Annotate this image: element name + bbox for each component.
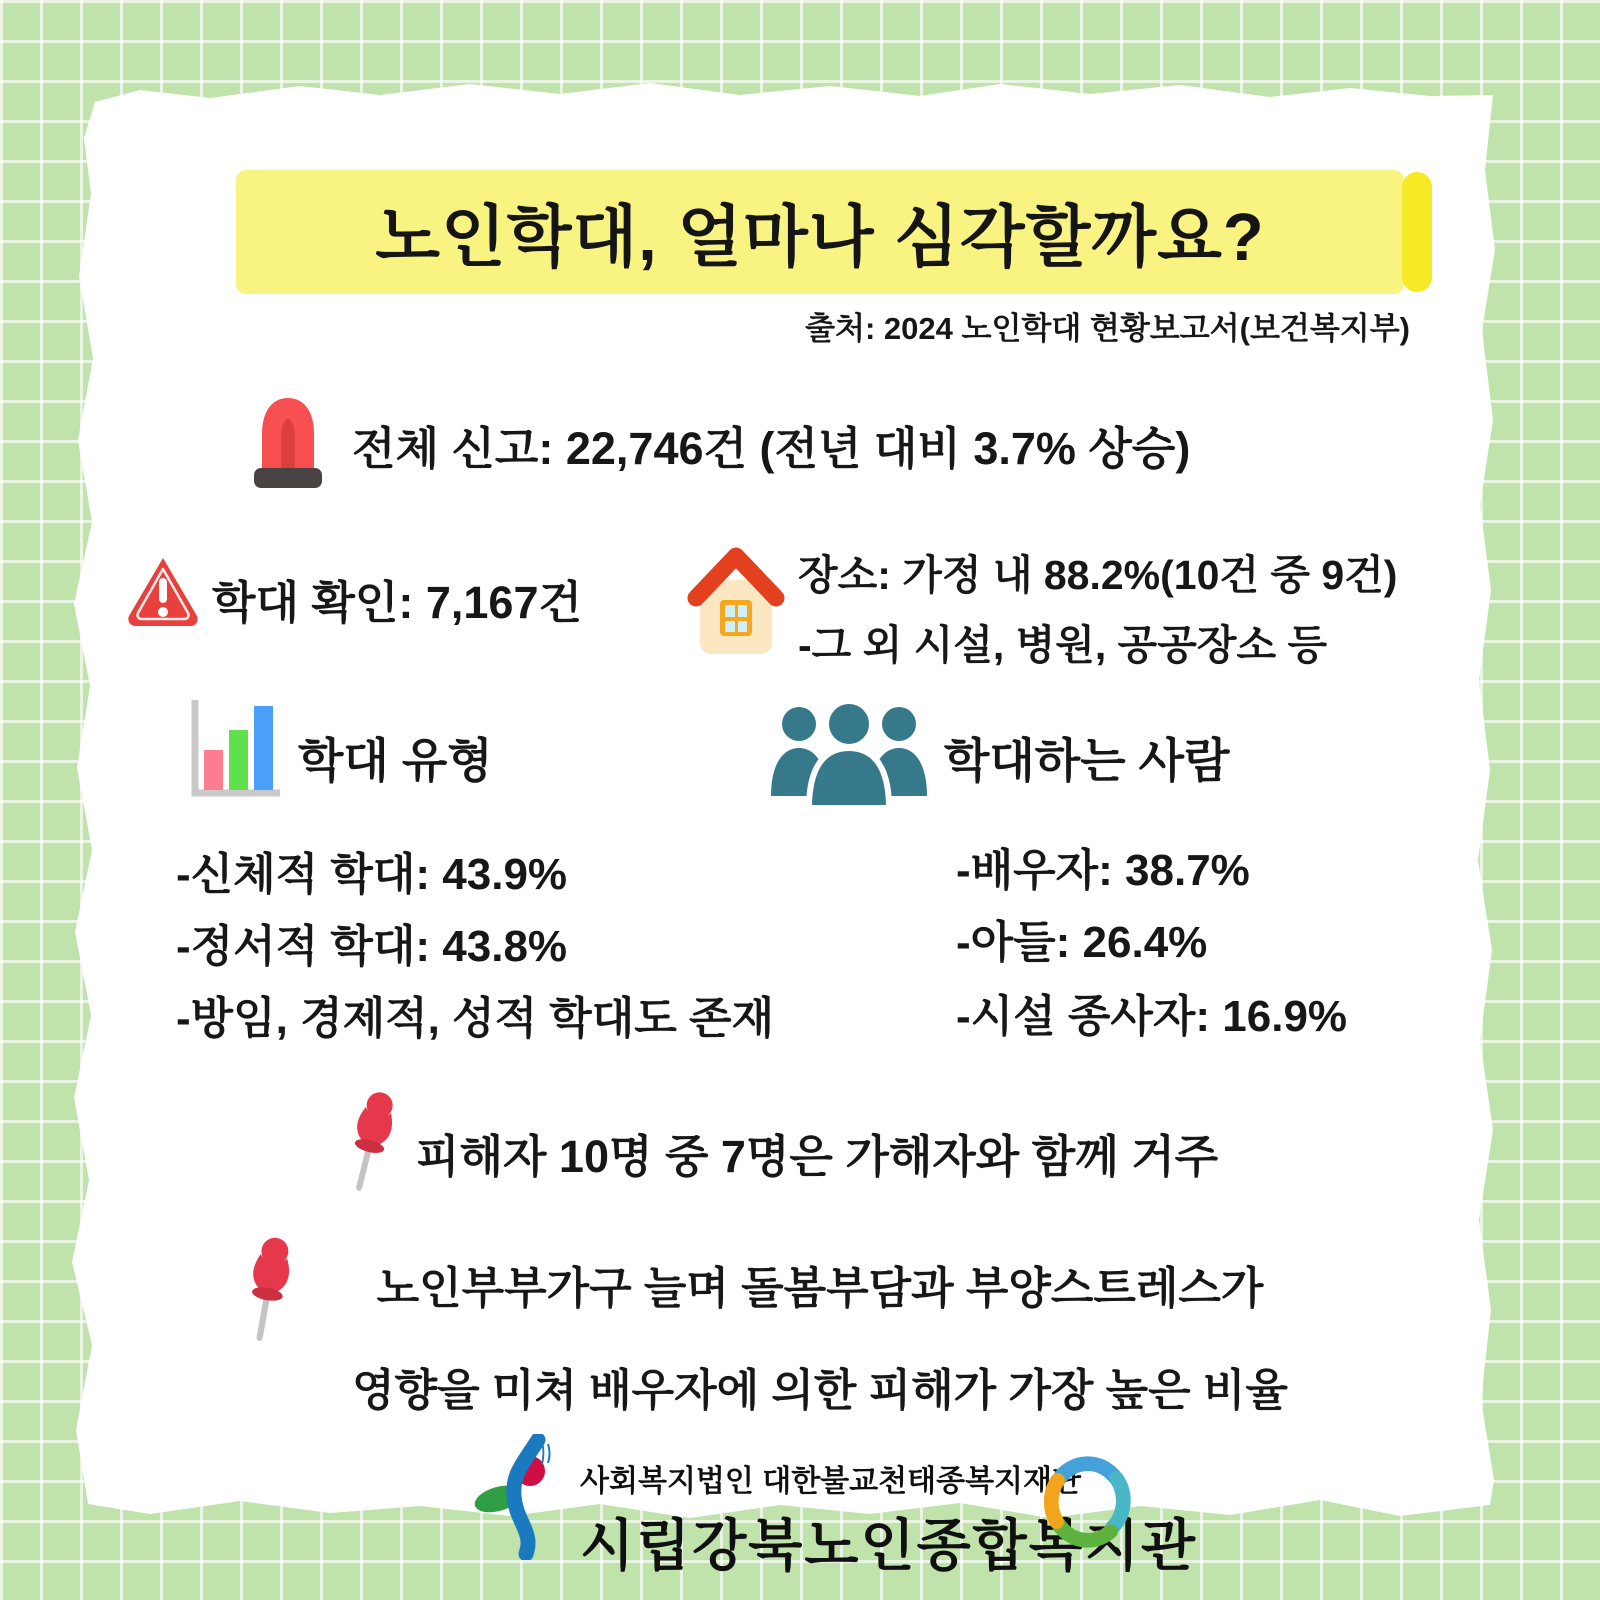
house-icon: [684, 532, 788, 660]
siren-icon: [248, 392, 328, 490]
page-title: 노인학대, 얼마나 심각할까요?: [375, 200, 1265, 275]
brush-figure-logo-icon: [472, 1434, 572, 1560]
note-cohabitation: 피해자 10명 중 7명은 가해자와 함께 거주: [416, 1131, 1219, 1182]
footer-org-large: 시립강북노인종합복지관: [580, 1514, 1198, 1577]
abuser-item: -시설 종사자: 16.9%: [956, 992, 1348, 1041]
abuse-type-item: -신체적 학대: 43.9%: [176, 850, 568, 899]
abuse-type-item: -정서적 학대: 43.8%: [176, 922, 568, 971]
abuse-types-heading: 학대 유형: [298, 734, 493, 787]
note-spouse-line1: 노인부부가구 늘며 돌봄부담과 부양스트레스가: [376, 1264, 1264, 1313]
confirmed-stat: 학대 확인: 7,167건: [212, 577, 582, 628]
source-caption: 출처: 2024 노인학대 현황보고서(보건복지부): [805, 311, 1410, 346]
location-stat-line1: 장소: 가정 내 88.2%(10건 중 9건): [798, 552, 1398, 598]
pushpin-icon: [338, 1088, 400, 1206]
abuser-item: -배우자: 38.7%: [956, 846, 1250, 895]
abuse-type-item: -방임, 경제적, 성적 학대도 존재: [176, 994, 775, 1043]
note-spouse-block: [170, 1252, 1470, 1418]
people-icon: [768, 696, 930, 812]
abuser-item: -아들: 26.4%: [956, 918, 1208, 967]
location-stat-line2: -그 외 시설, 병원, 공공장소 등: [798, 622, 1328, 668]
warning-icon: [124, 554, 202, 628]
bar-chart-icon: [186, 698, 282, 802]
swirl-ring-logo-icon: [1038, 1454, 1136, 1554]
abusers-heading: 학대하는 사람: [944, 734, 1230, 787]
title-highlight-edge: [1402, 172, 1432, 292]
total-reports-stat: 전체 신고: 22,746건 (전년 대비 3.7% 상승): [352, 423, 1191, 474]
note-spouse-line2: 영향을 미쳐 배우자에 의한 피해가 가장 높은 비율: [352, 1366, 1288, 1415]
footer-org-small: 사회복지법인 대한불교천태종복지재단: [580, 1465, 1081, 1498]
